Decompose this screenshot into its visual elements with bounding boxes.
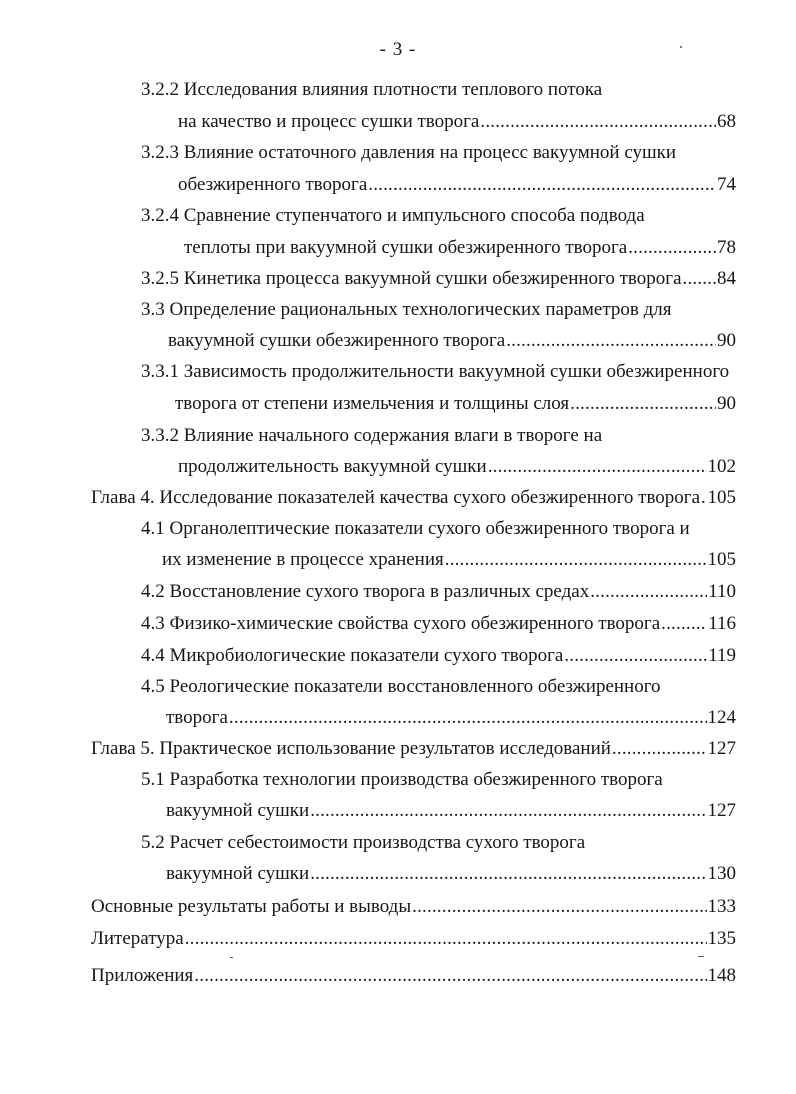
toc-entry-title: теплоты при вакуумной сушки обезжиренного творога bbox=[184, 237, 628, 258]
toc-entry-title: вакуумной сушки bbox=[166, 863, 310, 884]
toc-entry-title: 4.5 Реологические показатели восстановленного обезжиренного bbox=[141, 676, 661, 697]
toc-leader-dots bbox=[701, 484, 706, 512]
toc-entry-title: вакуумной сушки bbox=[166, 800, 310, 821]
toc-entry-title: 5.2 Расчет себестоимости производства сухого творога bbox=[141, 832, 586, 853]
scan-speck bbox=[680, 46, 682, 48]
toc-leader-dots bbox=[310, 797, 706, 825]
toc-leader-dots bbox=[194, 962, 706, 990]
toc-line bbox=[141, 829, 585, 857]
toc-page-number: 124 bbox=[707, 707, 736, 728]
toc-leader-dots bbox=[310, 860, 706, 888]
toc-line bbox=[141, 515, 690, 543]
toc-entry-title: 3.3.1 Зависимость продолжительности вакуумной сушки обезжиренного bbox=[141, 361, 730, 382]
toc-entry-title: Глава 4. Исследование показателей качества сухого обезжиренного творога bbox=[91, 487, 701, 508]
toc-page-number: 127 bbox=[707, 738, 736, 759]
toc-entry bbox=[166, 797, 736, 825]
toc-entry-title: творога от степени измельчения и толщины слоя bbox=[175, 393, 570, 414]
toc-page-number: 116 bbox=[708, 613, 736, 634]
toc-page-number: 110 bbox=[708, 581, 736, 602]
toc-page-number: 130 bbox=[707, 863, 736, 884]
toc-leader-dots bbox=[612, 735, 707, 763]
toc-leader-dots bbox=[564, 642, 707, 670]
toc-entry bbox=[178, 108, 736, 136]
toc-page-number: 148 bbox=[707, 965, 736, 986]
toc-entry-title: 4.4 Микробиологические показатели сухого творога bbox=[141, 645, 564, 666]
toc-entry-title: 3.2.2 Исследования влияния плотности теплового потока bbox=[141, 79, 603, 100]
toc-page-number: 135 bbox=[707, 928, 736, 949]
toc-entry bbox=[168, 327, 736, 355]
toc-page-number: 105 bbox=[707, 487, 736, 508]
toc-page-number: 119 bbox=[708, 645, 736, 666]
toc-entry bbox=[91, 925, 736, 953]
toc-entry bbox=[91, 735, 736, 763]
toc-leader-dots bbox=[683, 265, 717, 293]
toc-line bbox=[141, 76, 602, 104]
toc-leader-dots bbox=[661, 610, 707, 638]
toc-entry-title: творога bbox=[166, 707, 228, 728]
toc-leader-dots bbox=[185, 925, 707, 953]
toc-page-number: 105 bbox=[707, 549, 736, 570]
toc-entry-title: Литература bbox=[91, 928, 184, 949]
scan-speck bbox=[230, 957, 233, 958]
toc-line bbox=[141, 139, 676, 167]
toc-entry-title: 3.3 Определение рациональных технологических параметров для bbox=[141, 299, 672, 320]
toc-entry-title: продолжительность вакуумной сушки bbox=[178, 456, 487, 477]
toc-entry bbox=[91, 484, 736, 512]
toc-leader-dots bbox=[488, 453, 707, 481]
toc-entry-title: Приложения bbox=[91, 965, 194, 986]
toc-entry-title: их изменение в процессе хранения bbox=[162, 549, 444, 570]
toc-leader-dots bbox=[368, 171, 716, 199]
toc-line bbox=[141, 766, 663, 794]
toc-entry bbox=[178, 453, 736, 481]
toc-entry-title: 4.1 Органолептические показатели сухого обезжиренного творога и bbox=[141, 518, 690, 539]
toc-line bbox=[141, 422, 602, 450]
toc-entry-title: 4.2 Восстановление сухого творога в различных средах bbox=[141, 581, 590, 602]
toc-line bbox=[141, 358, 729, 386]
toc-entry bbox=[141, 265, 736, 293]
toc-entry-title: 3.2.3 Влияние остаточного давления на процесс вакуумной сушки bbox=[141, 142, 677, 163]
toc-entry bbox=[141, 610, 736, 638]
toc-leader-dots bbox=[506, 327, 716, 355]
toc-entry bbox=[91, 962, 736, 990]
toc-entry bbox=[184, 234, 736, 262]
toc-page-number: 90 bbox=[717, 393, 736, 414]
toc-leader-dots bbox=[628, 234, 716, 262]
toc-entry-title: обезжиренного творога bbox=[178, 174, 368, 195]
toc-entry-title: 4.3 Физико-химические свойства сухого обезжиренного творога bbox=[141, 613, 661, 634]
page-number: - 3 - bbox=[379, 39, 417, 60]
toc-page-number: 127 bbox=[707, 800, 736, 821]
toc-entry-title: Глава 5. Практическое использование результатов исследований bbox=[91, 738, 611, 759]
toc-line bbox=[141, 202, 645, 230]
toc-entry-title: 3.3.2 Влияние начального содержания влаги в твороге на bbox=[141, 425, 603, 446]
toc-entry bbox=[141, 578, 736, 606]
toc-entry-title: 5.1 Разработка технологии производства обезжиренного творога bbox=[141, 769, 663, 790]
toc-entry-title: на качество и процесс сушки творога bbox=[178, 111, 480, 132]
toc-entry bbox=[162, 546, 736, 574]
toc-page-number: 133 bbox=[707, 896, 736, 917]
toc-page-number: 78 bbox=[717, 237, 736, 258]
toc-leader-dots bbox=[412, 893, 706, 921]
toc-entry bbox=[91, 893, 736, 921]
toc-line bbox=[141, 296, 672, 324]
toc-leader-dots bbox=[445, 546, 707, 574]
toc-entry bbox=[166, 704, 736, 732]
toc-entry-title: вакуумной сушки обезжиренного творога bbox=[168, 330, 506, 351]
scan-speck bbox=[698, 956, 704, 957]
toc-page-number: 74 bbox=[717, 174, 736, 195]
toc-entry bbox=[166, 860, 736, 888]
toc-entry-title: 3.2.4 Сравнение ступенчатого и импульсного способа подвода bbox=[141, 205, 645, 226]
toc-line bbox=[141, 673, 661, 701]
toc-entry bbox=[141, 642, 736, 670]
toc-page-number: 102 bbox=[707, 456, 736, 477]
toc-entry-title: 3.2.5 Кинетика процесса вакуумной сушки обезжиренного творога bbox=[141, 268, 682, 289]
toc-entry-title: Основные результаты работы и выводы bbox=[91, 896, 412, 917]
toc-page-number: 68 bbox=[717, 111, 736, 132]
toc-page-number: 90 bbox=[717, 330, 736, 351]
toc-page-number: 84 bbox=[717, 268, 736, 289]
toc-entry bbox=[175, 390, 736, 418]
toc-leader-dots bbox=[480, 108, 716, 136]
toc-entry bbox=[178, 171, 736, 199]
toc-leader-dots bbox=[570, 390, 716, 418]
toc-leader-dots bbox=[229, 704, 707, 732]
toc-leader-dots bbox=[590, 578, 707, 606]
